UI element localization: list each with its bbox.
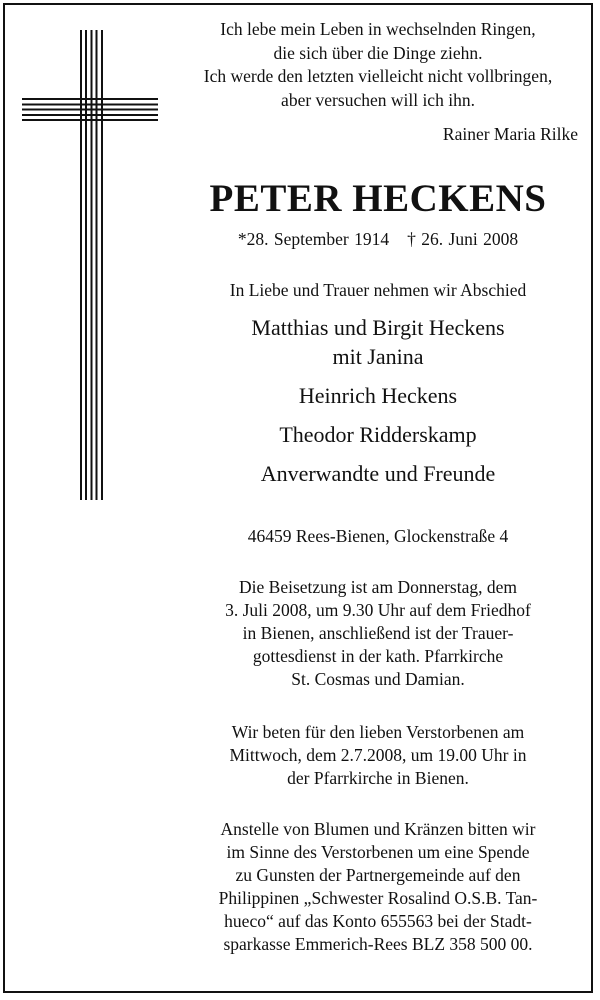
prayer-line: der Pfarrkirche in Bienen.	[287, 768, 469, 788]
mourners-list	[180, 313, 576, 488]
address: 46459 Rees-Bienen, Glockenstraße 4	[247, 526, 509, 546]
funeral-line: 3. Juli 2008, um 9.30 Uhr auf dem Friedhof	[225, 600, 531, 620]
deceased-name: PETER HECKENS	[209, 177, 547, 220]
funeral-line: in Bienen, anschließend ist der Trauer-	[242, 623, 514, 643]
mourner-name: Theodor Ridderskamp	[279, 422, 477, 447]
mourner-name: Heinrich Heckens	[298, 383, 458, 408]
poem-line: aber versuchen will ich ihn.	[281, 89, 475, 110]
life-dates	[180, 229, 576, 250]
donation-line: hueco“ auf das Konto 655563 bei der Stadt-	[224, 911, 532, 931]
farewell-line: In Liebe und Trauer nehmen wir Abschied	[229, 280, 527, 300]
poem-author: Rainer Maria Rilke	[442, 124, 578, 144]
poem-line: Ich werde den letzten vielleicht nicht vollbringen,	[203, 66, 553, 86]
prayer-line: Mittwoch, dem 2.7.2008, um 19.00 Uhr in	[229, 745, 527, 765]
poem	[180, 18, 576, 112]
donation-line: Anstelle von Blumen und Kränzen bitten wir	[220, 819, 536, 839]
birth-date: *28. September 1914	[237, 229, 390, 249]
poem-line: Ich lebe mein Leben in wechselnden Ringen,	[220, 19, 536, 39]
mourner-name: Matthias und Birgit Heckens	[251, 315, 505, 340]
funeral-paragraph	[180, 576, 576, 691]
funeral-line: gottesdienst in der kath. Pfarrkirche	[252, 646, 504, 666]
funeral-line: St. Cosmas und Damian.	[291, 669, 465, 689]
prayer-line: Wir beten für den lieben Verstorbenen am	[231, 722, 525, 742]
death-date: † 26. Juni 2008	[407, 229, 519, 249]
donation-line: sparkasse Emmerich-Rees BLZ 358 500 00.	[223, 934, 533, 954]
mourner-name: mit Janina	[332, 344, 424, 369]
donation-line: im Sinne des Verstorbenen um eine Spende	[226, 842, 530, 862]
funeral-line: Die Beisetzung ist am Donnerstag, dem	[239, 577, 517, 597]
poem-line: die sich über die Dinge ziehn.	[273, 42, 483, 63]
cross-icon	[22, 30, 162, 500]
prayer-paragraph	[180, 721, 576, 790]
mourner-name: Anverwandte und Freunde	[260, 461, 496, 486]
cross-horizontal-beam	[22, 98, 158, 121]
donation-line: zu Gunsten der Partnergemeinde auf den	[235, 865, 521, 885]
donation-paragraph	[180, 818, 576, 956]
donation-line: Philippinen „Schwester Rosalind O.S.B. Tan-	[218, 888, 538, 908]
